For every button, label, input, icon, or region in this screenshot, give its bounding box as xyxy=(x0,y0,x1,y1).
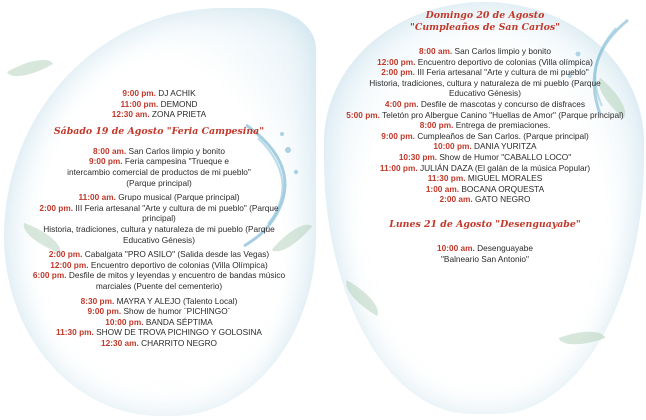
schedule-entry: 9:00 pm. DJ ACHIK xyxy=(122,88,196,98)
saturday-heading: Sábado 19 de Agosto "Feria Campesina" xyxy=(53,125,265,137)
saturday-schedule-list xyxy=(0,146,318,349)
schedule-entry: 12:30 am. CHARRITO NEGRO xyxy=(100,337,218,348)
schedule-entry: 10:00 pm. BANDA SÉPTIMA xyxy=(105,316,213,327)
schedule-entry-continuation: intercambio comercial de productos de mi pueblo" xyxy=(67,166,251,177)
schedule-entry: 12:00 pm. Encuentro deportivo de colonias (Villa olímpica) xyxy=(377,56,593,67)
schedule-entry: 6:00 pm. Desfile de mitos y leyendas y encuentro de bandas músico xyxy=(32,270,286,281)
friday-late-night-list xyxy=(0,88,318,120)
schedule-entry: 8:00 pm. Entrega de premiaciones. xyxy=(419,120,551,131)
schedule-entry: 11:30 pm. SHOW DE TROVA PICHINGO Y GOLOSINA xyxy=(56,327,262,338)
schedule-entry: 8:30 pm. MAYRA Y ALEJO (Talento Local) xyxy=(80,295,238,306)
schedule-entry: 9:00 pm. Cumpleaños de San Carlos. (Parque principal) xyxy=(381,130,589,141)
sunday-schedule-list xyxy=(326,46,644,205)
schedule-entry-continuation: marciales (Puente del cementerio) xyxy=(95,280,223,291)
monday-schedule-list xyxy=(326,243,644,264)
schedule-entry: 1:00 am. BOCANA ORQUESTA xyxy=(425,183,545,194)
sunday-heading-title: "Cumpleaños de San Carlos" xyxy=(409,22,560,33)
schedule-entry: 2:00 am. GATO NEGRO xyxy=(439,194,531,205)
schedule-entry: 11:00 am. Grupo musical (Parque principal) xyxy=(78,192,240,203)
schedule-entry: 12:00 pm. Encuentro deportivo de colonias (Villa Olímpica) xyxy=(50,259,268,270)
right-schedule-panel xyxy=(326,10,644,264)
schedule-entry: 4:00 pm. Desfile de mascotas y concurso de disfraces xyxy=(384,98,586,109)
schedule-entry: 9:00 pm. Feria campesina "Trueque e xyxy=(88,156,230,167)
schedule-entry: 2:00 pm. III Feria artesanal "Arte y cultura de mi pueblo" (Parque xyxy=(39,202,279,213)
schedule-entry-continuation: Historia, tradiciones, cultura y naturaleza de mi pueblo (Parque xyxy=(43,223,275,234)
schedule-entry: 5:00 pm. Teletón pro Albergue Canino "Huellas de Amor" (Parque principal) xyxy=(346,109,624,120)
sunday-heading-date: Domingo 20 de Agosto xyxy=(425,10,545,21)
left-schedule-panel xyxy=(0,88,318,348)
schedule-entry: 11:00 pm. JULIÁN DAZA (El galán de la música Popular) xyxy=(379,162,591,173)
schedule-entry-continuation: Historia, tradiciones, cultura y naturaleza de mi pueblo (Parque xyxy=(369,77,601,88)
schedule-entry-continuation: Educativo Génesis) xyxy=(449,88,521,99)
schedule-entry: 11:00 pm. DEMOND xyxy=(120,98,198,109)
schedule-entry-continuation: principal) xyxy=(142,213,176,224)
schedule-entry-continuation: Educativo Génesis) xyxy=(123,234,195,245)
schedule-entry-continuation: "Balneario San Antonio" xyxy=(440,253,529,264)
schedule-entry: 8:00 am. San Carlos limpio y bonito xyxy=(93,145,225,156)
schedule-entry: 9:00 pm. Show de humor ¨PICHINGO¨ xyxy=(87,306,231,317)
schedule-entry: 8:00 am. San Carlos limpio y bonito xyxy=(419,46,551,56)
leaf-decoration xyxy=(7,50,53,86)
schedule-entry: 2:00 pm. Cabalgata "PRO ASILO" (Salida desde las Vegas) xyxy=(48,249,270,260)
monday-heading: Lunes 21 de Agosto "Desenguayabe" xyxy=(389,218,581,230)
schedule-entry: 11:30 pm. MIGUEL MORALES xyxy=(427,173,543,184)
schedule-entry: 10:00 pm. DANIA YURITZA xyxy=(433,141,537,152)
schedule-entry: 12:30 am. ZONA PRIETA xyxy=(111,109,207,120)
schedule-entry: 10:00 am. Desenguayabe xyxy=(437,242,533,253)
schedule-entry: 2:00 pm. III Feria artesanal "Arte y cultura de mi pueblo" xyxy=(381,67,589,78)
schedule-entry-continuation: (Parque principal) xyxy=(126,177,192,188)
schedule-entry: 10:30 pm. Show de Humor "CABALLO LOCO" xyxy=(398,151,572,162)
